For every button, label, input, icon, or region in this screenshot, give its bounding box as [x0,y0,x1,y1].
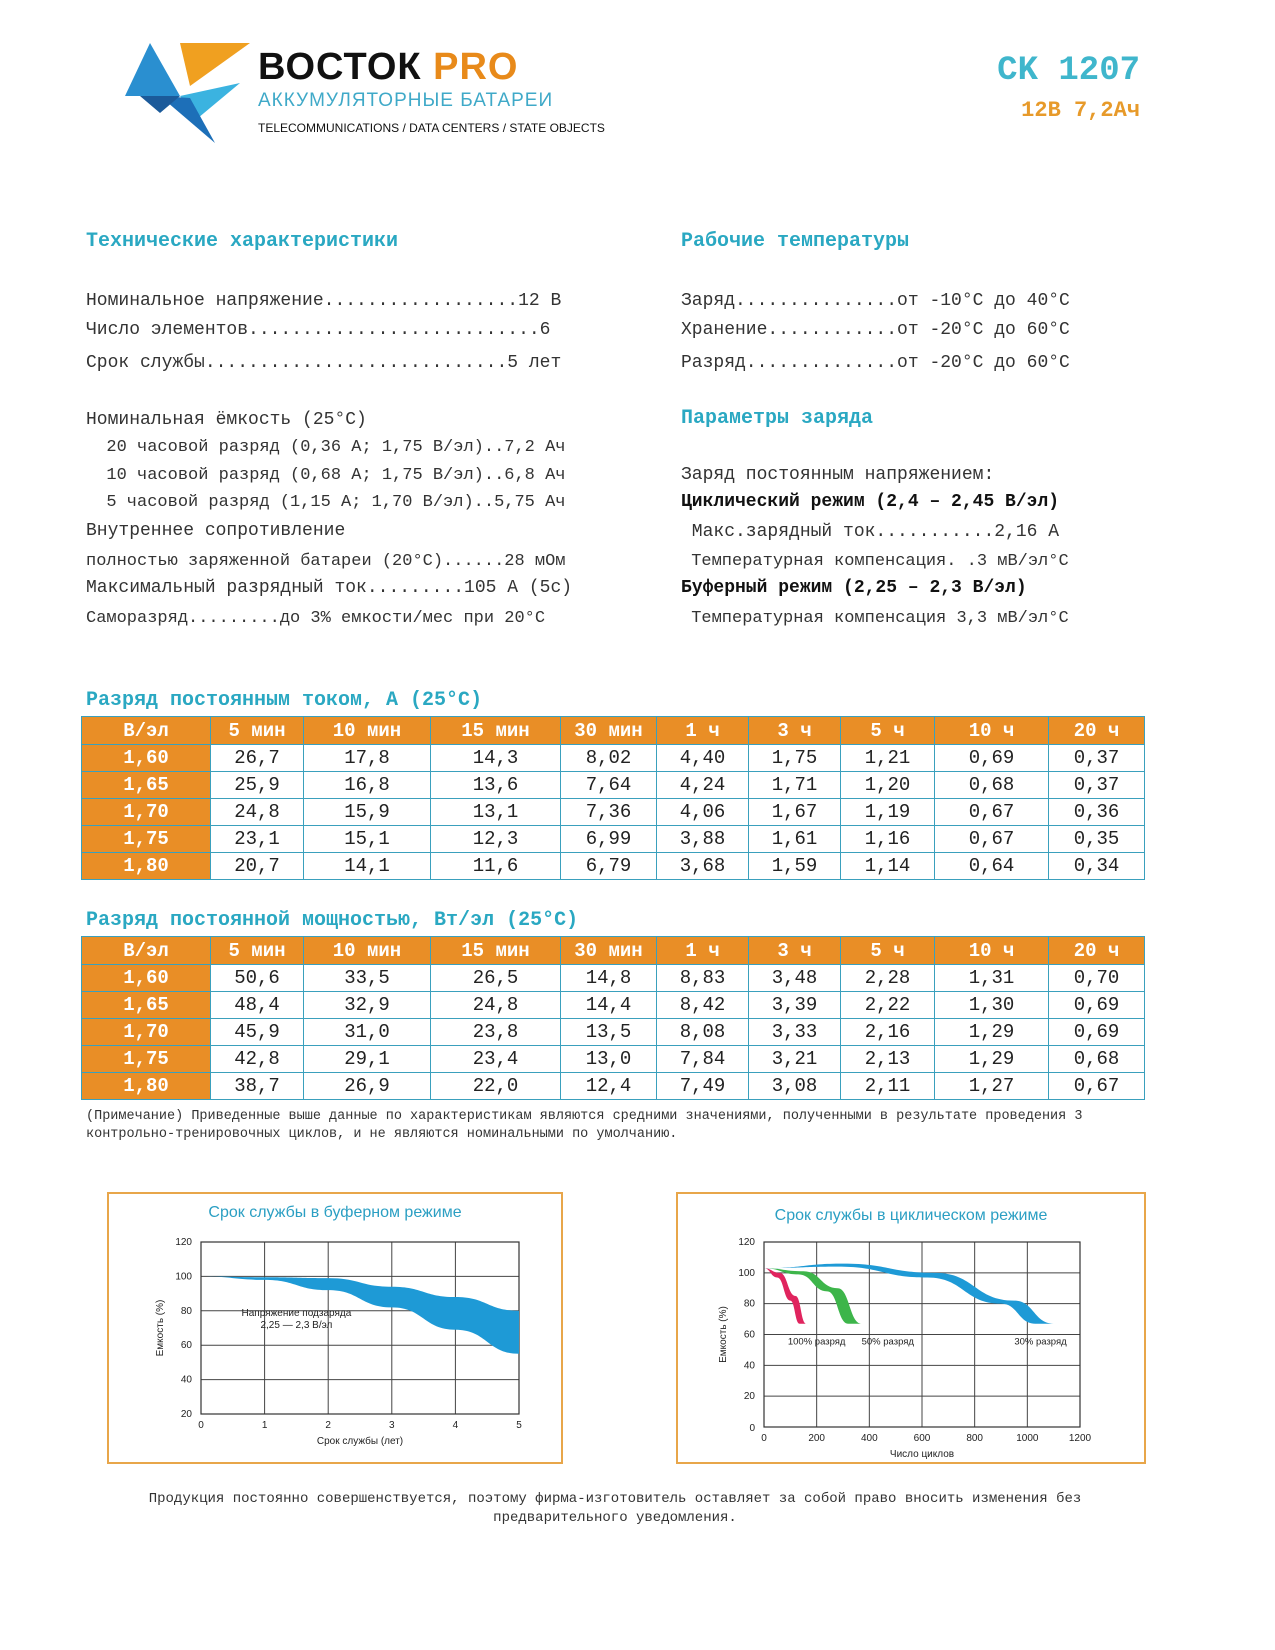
table-note: (Примечание) Приведенные выше данные по характеристикам являются средними значениями, полученными в результате проведения 3 контрольно-тренировочных циклов, и не являются номинальными по умолчанию. [86,1109,1083,1142]
table-cell: 0,70 [1049,965,1145,992]
table-cell: 1,21 [841,745,935,772]
table-cell: 3,21 [749,1046,841,1073]
table-cell: 0,35 [1049,826,1145,853]
x-tick-label: 0 [198,1420,204,1431]
table-cell: 3,88 [657,826,749,853]
table-cell: 22,0 [431,1073,561,1100]
x-tick-label: 200 [808,1433,826,1444]
table-header-cell: 10 мин [304,937,431,965]
table-cell: 1,19 [841,799,935,826]
table-cell: 3,68 [657,853,749,880]
table-cell: 45,9 [211,1019,304,1046]
temp-line: Заряд...............от -10°C до 40°C [681,291,1070,311]
table-cell: 42,8 [211,1046,304,1073]
table-cell: 15,1 [304,826,431,853]
table-cell: 0,67 [935,826,1049,853]
table-header-cell: В/эл [82,717,211,745]
spec-line: Внутреннее сопротивление [86,521,346,541]
power-table-title: Разряд постоянной мощностью, Вт/эл (25°C) [86,909,579,932]
table-header-cell: 10 мин [304,717,431,745]
x-tick-label: 600 [913,1433,931,1444]
y-axis-label: Емкость (%) [718,1306,729,1363]
charge-line: Температурная компенсация. .3 мВ/эл°C [681,552,1069,571]
series-label: 30% разряд [1014,1336,1067,1348]
spec-line: 5 часовой разряд (1,15 А; 1,70 В/эл)..5,75 Ач [86,493,566,512]
row-header-cell: 1,70 [82,1019,211,1046]
model-name: CK 1207 [997,52,1140,90]
table-header-cell: 5 мин [211,717,304,745]
table-cell: 12,3 [431,826,561,853]
table-cell: 11,6 [431,853,561,880]
table-cell: 0,69 [1049,1019,1145,1046]
table-cell: 1,71 [749,772,841,799]
chart-annotation: 2,25 — 2,3 В/эл [260,1320,333,1331]
table-cell: 4,24 [657,772,749,799]
table-cell: 0,68 [1049,1046,1145,1073]
table-cell: 23,4 [431,1046,561,1073]
table-cell: 4,06 [657,799,749,826]
table-header-cell: 5 ч [841,717,935,745]
footer-disclaimer: Продукция постоянно совершенствуется, поэтому фирма-изготовитель оставляет за собой право вносить изменения без предварительного уведомления. [148,1491,1082,1526]
current-discharge-table [81,716,1145,880]
table-header-cell: 3 ч [749,717,841,745]
table-cell: 0,34 [1049,853,1145,880]
x-tick-label: 1000 [1016,1433,1039,1444]
table-cell: 6,99 [561,826,657,853]
y-tick-label: 120 [175,1237,192,1248]
x-tick-label: 4 [452,1420,459,1431]
chart-title: Срок службы в циклическом режиме [774,1207,1048,1224]
x-tick-label: 5 [516,1420,522,1431]
table-cell: 16,8 [304,772,431,799]
table-cell: 8,83 [657,965,749,992]
current-table-title: Разряд постоянным током, А (25°C) [86,689,483,712]
table-cell: 13,5 [561,1019,657,1046]
table-row [82,1073,1145,1100]
y-tick-label: 100 [738,1267,755,1279]
table-cell: 12,4 [561,1073,657,1100]
table-cell: 3,33 [749,1019,841,1046]
y-tick-label: 60 [180,1340,192,1352]
table-row [82,853,1145,880]
table-cell: 2,11 [841,1073,935,1100]
x-tick-label: 400 [860,1433,878,1444]
y-tick-label: 40 [180,1374,192,1386]
table-header-cell: 5 мин [211,937,304,965]
table-cell: 6,79 [561,853,657,880]
table-cell: 29,1 [304,1046,431,1073]
table-header-row [82,717,1145,745]
y-tick-label: 100 [175,1271,192,1283]
table-header-cell: 20 ч [1049,937,1145,965]
charge-line: Температурная компенсация 3,3 мВ/эл°C [681,609,1069,628]
logo [120,38,250,148]
table-cell: 31,0 [304,1019,431,1046]
table-row [82,1019,1145,1046]
row-header-cell: 1,60 [82,965,211,992]
table-cell: 14,4 [561,992,657,1019]
cycle-life-chart [676,1192,1146,1464]
y-tick-label: 20 [743,1391,755,1403]
table-cell: 23,8 [431,1019,561,1046]
x-tick-label: 3 [389,1420,395,1431]
table-cell: 1,31 [935,965,1049,992]
row-header-cell: 1,75 [82,1046,211,1073]
table-cell: 48,4 [211,992,304,1019]
table-cell: 1,29 [935,1019,1049,1046]
y-tick-label: 40 [743,1360,755,1372]
spec-line: Саморазряд.........до 3% емкости/мес при 20°C [86,609,546,628]
spec-line: 20 часовой разряд (0,36 А; 1,75 В/эл)..7,2 Ач [86,438,566,457]
y-tick-label: 20 [180,1409,192,1420]
chart1-svg [109,1194,561,1462]
table-cell: 3,39 [749,992,841,1019]
table-cell: 2,28 [841,965,935,992]
table-cell: 32,9 [304,992,431,1019]
table-row [82,745,1145,772]
table-cell: 26,9 [304,1073,431,1100]
spec-line: 10 часовой разряд (0,68 А; 1,75 В/эл)..6,8 Ач [86,466,566,485]
table-row [82,826,1145,853]
table-cell: 7,36 [561,799,657,826]
table-cell: 4,40 [657,745,749,772]
table-cell: 0,36 [1049,799,1145,826]
table-header-cell: 15 мин [431,937,561,965]
x-tick-label: 2 [325,1420,331,1431]
table-cell: 0,64 [935,853,1049,880]
table-cell: 50,6 [211,965,304,992]
table-cell: 25,9 [211,772,304,799]
table-cell: 13,6 [431,772,561,799]
charge-line: Заряд постоянным напряжением: [681,465,995,485]
table-cell: 7,64 [561,772,657,799]
temps-title: Рабочие температуры [681,230,910,253]
brand-sectors: TELECOMMUNICATIONS / DATA CENTERS / STATE OBJECTS [258,121,605,135]
table-header-cell: 30 мин [561,937,657,965]
table-cell: 14,1 [304,853,431,880]
table-header-cell: 1 ч [657,937,749,965]
table-header-cell: 3 ч [749,937,841,965]
table-cell: 13,1 [431,799,561,826]
power-discharge-table [81,936,1145,1100]
charge-title: Параметры заряда [681,407,874,430]
table-cell: 26,7 [211,745,304,772]
table-cell: 1,30 [935,992,1049,1019]
spec-line: Номинальная ёмкость (25°C) [86,410,367,430]
table-cell: 20,7 [211,853,304,880]
charge-line: Макс.зарядный ток...........2,16 А [681,522,1060,542]
table-cell: 8,02 [561,745,657,772]
brand-name [258,46,519,89]
table-cell: 8,42 [657,992,749,1019]
table-cell: 1,59 [749,853,841,880]
table-cell: 7,84 [657,1046,749,1073]
brand-tagline: АККУМУЛЯТОРНЫЕ БАТАРЕИ [258,90,554,111]
table-cell: 0,37 [1049,772,1145,799]
x-tick-label: 800 [966,1433,984,1444]
chart2-svg [678,1194,1144,1462]
table-row [82,772,1145,799]
table-header-cell: 15 мин [431,717,561,745]
table-cell: 3,48 [749,965,841,992]
series-label: 100% разряд [787,1336,846,1348]
table-header-cell: 10 ч [935,717,1049,745]
spec-line: Срок службы............................5 лет [86,353,562,373]
y-tick-label: 0 [749,1423,755,1434]
table-cell: 2,13 [841,1046,935,1073]
tech-title: Технические характеристики [86,230,399,253]
table-cell: 0,69 [1049,992,1145,1019]
table-row [82,1046,1145,1073]
series-band [764,1268,806,1324]
table-cell: 7,49 [657,1073,749,1100]
table-header-cell: В/эл [82,937,211,965]
table-row [82,799,1145,826]
table-cell: 1,67 [749,799,841,826]
table-cell: 26,5 [431,965,561,992]
y-tick-label: 80 [743,1298,755,1310]
table-cell: 24,8 [211,799,304,826]
row-header-cell: 1,70 [82,799,211,826]
row-header-cell: 1,65 [82,992,211,1019]
series-label: 50% разряд [861,1336,914,1348]
charge-line: Буферный режим (2,25 – 2,3 В/эл) [681,578,1027,598]
y-axis-label: Емкость (%) [155,1299,166,1357]
x-tick-label: 1 [261,1420,268,1431]
table-row [82,965,1145,992]
table-header-row [82,937,1145,965]
table-cell: 14,3 [431,745,561,772]
y-tick-label: 120 [738,1237,755,1248]
chart-title: Срок службы в буферном режиме [208,1204,462,1221]
table-cell: 24,8 [431,992,561,1019]
spec-line: Номинальное напряжение..................12 В [86,291,562,311]
table-cell: 15,9 [304,799,431,826]
temp-line: Хранение............от -20°C до 60°C [681,320,1070,340]
table-cell: 23,1 [211,826,304,853]
table-cell: 14,8 [561,965,657,992]
table-header-cell: 10 ч [935,937,1049,965]
brand-pro: PRO [433,46,519,88]
table-cell: 2,22 [841,992,935,1019]
table-header-cell: 5 ч [841,937,935,965]
y-tick-label: 80 [180,1305,192,1317]
table-header-cell: 20 ч [1049,717,1145,745]
table-cell: 13,0 [561,1046,657,1073]
temp-line: Разряд..............от -20°C до 60°C [681,353,1070,373]
table-cell: 0,69 [935,745,1049,772]
table-cell: 1,61 [749,826,841,853]
table-cell: 17,8 [304,745,431,772]
table-cell: 0,67 [1049,1073,1145,1100]
y-tick-label: 60 [743,1329,755,1341]
spec-line: Максимальный разрядный ток.........105 А (5с) [86,578,573,598]
table-row [82,992,1145,1019]
table-cell: 8,08 [657,1019,749,1046]
table-cell: 1,75 [749,745,841,772]
model-rating: 12В 7,2Ач [1021,98,1140,123]
table-header-cell: 30 мин [561,717,657,745]
table-cell: 0,67 [935,799,1049,826]
row-header-cell: 1,75 [82,826,211,853]
table-cell: 33,5 [304,965,431,992]
row-header-cell: 1,80 [82,853,211,880]
x-tick-label: 0 [761,1433,767,1444]
chart-annotation: Напряжение подзаряда [241,1307,352,1319]
table-header-cell: 1 ч [657,717,749,745]
row-header-cell: 1,60 [82,745,211,772]
table-cell: 2,16 [841,1019,935,1046]
table-cell: 1,16 [841,826,935,853]
x-axis-label: Срок службы (лет) [316,1436,404,1447]
spec-line: Число элементов...........................6 [86,320,551,340]
charge-line: Циклический режим (2,4 – 2,45 В/эл) [681,492,1060,512]
spec-line: полностью заряженной батареи (20°C)......28 мОм [86,552,566,571]
row-header-cell: 1,80 [82,1073,211,1100]
float-life-chart [107,1192,563,1464]
table-cell: 1,20 [841,772,935,799]
table-cell: 1,14 [841,853,935,880]
brand-main: ВОСТОК [258,46,422,88]
table-cell: 0,37 [1049,745,1145,772]
table-cell: 3,08 [749,1073,841,1100]
x-axis-label: Число циклов [889,1449,955,1460]
x-tick-label: 1200 [1068,1433,1092,1444]
table-cell: 1,29 [935,1046,1049,1073]
table-cell: 38,7 [211,1073,304,1100]
row-header-cell: 1,65 [82,772,211,799]
table-cell: 0,68 [935,772,1049,799]
table-cell: 1,27 [935,1073,1049,1100]
logo-star-icon [120,38,250,148]
